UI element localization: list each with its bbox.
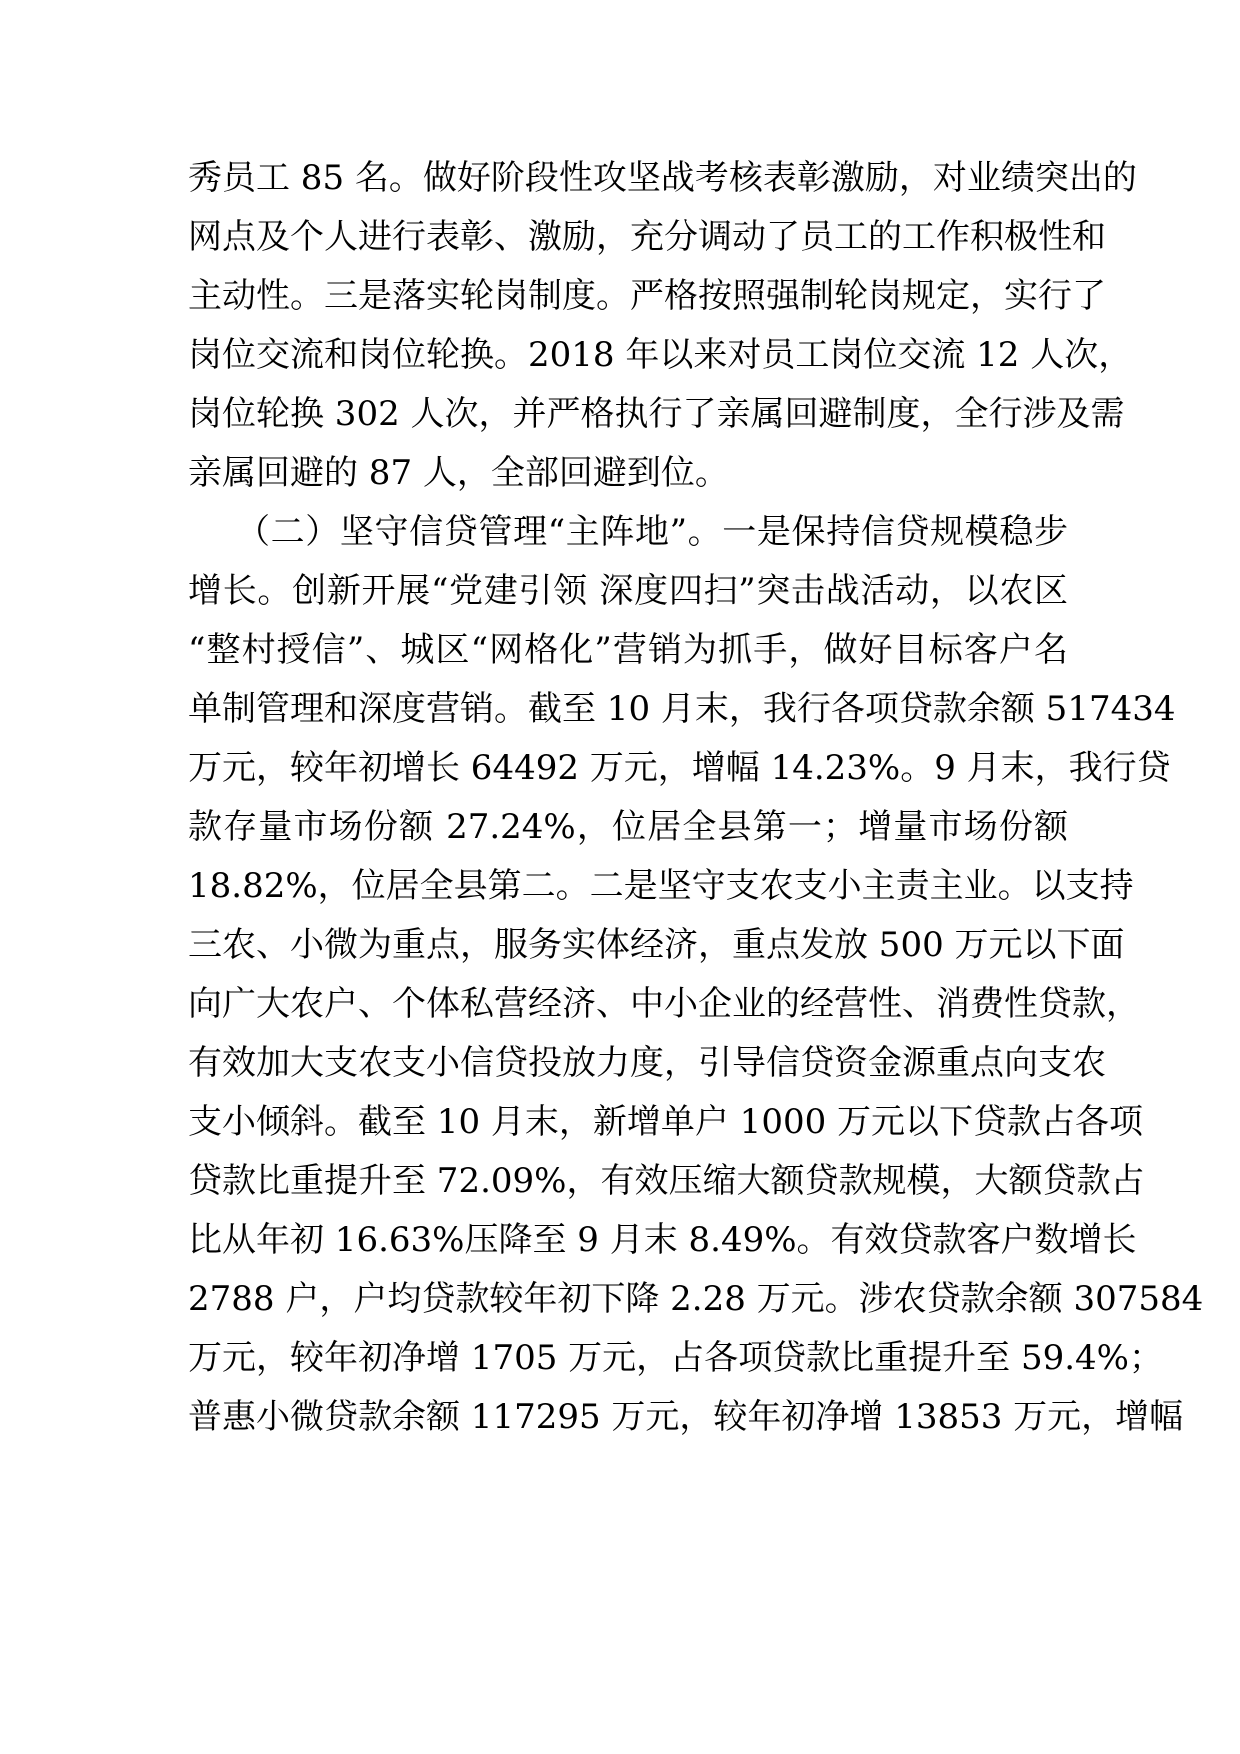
body-text-line: 万元，较年初增长 64492 万元，增幅 14.23%。9 月末，我行贷 [188, 748, 1171, 788]
section-heading-line: （二）坚守信贷管理“主阵地”。一是保持信贷规模稳步 [236, 512, 1068, 552]
body-text-line: 2788 户，户均贷款较年初下降 2.28 万元。涉农贷款余额 307584 [188, 1279, 1204, 1319]
body-text-line: 贷款比重提升至 72.09%，有效压缩大额贷款规模，大额贷款占 [188, 1161, 1145, 1201]
body-text-line: 秀员工 85 名。做好阶段性攻坚战考核表彰激励，对业绩突出的 [188, 158, 1137, 198]
body-text-line: 比从年初 16.63%压降至 9 月末 8.49%。有效贷款客户数增长 [188, 1220, 1137, 1260]
body-text-line: 增长。创新开展“党建引领 深度四扫”突击战活动，以农区 [188, 571, 1068, 611]
body-text-line: 亲属回避的 87 人，全部回避到位。 [188, 453, 729, 493]
body-text-line: 岗位交流和岗位轮换。2018 年以来对员工岗位交流 12 人次， [188, 335, 1133, 375]
body-text-line: 18.82%，位居全县第二。二是坚守支农支小主责主业。以支持 [188, 866, 1134, 906]
body-text-line: 向广大农户、个体私营经济、中小企业的经营性、消费性贷款， [188, 984, 1140, 1024]
body-text-line: 单制管理和深度营销。截至 10 月末，我行各项贷款余额 517434 [188, 689, 1176, 729]
body-text-line: 网点及个人进行表彰、激励，充分调动了员工的工作积极性和 [188, 217, 1106, 257]
body-text-line: 三农、小微为重点，服务实体经济，重点发放 500 万元以下面 [188, 925, 1125, 965]
body-text-line: 万元，较年初净增 1705 万元，占各项贷款比重提升至 59.4%； [188, 1338, 1163, 1378]
body-text-line: 主动性。三是落实轮岗制度。严格按照强制轮岗规定，实行了 [188, 276, 1106, 316]
body-text-line: “整村授信”、城区“网格化”营销为抓手，做好目标客户名 [188, 630, 1068, 670]
body-text-line: 普惠小微贷款余额 117295 万元，较年初净增 13853 万元，增幅 [188, 1397, 1184, 1437]
body-text-line: 有效加大支农支小信贷投放力度，引导信贷资金源重点向支农 [188, 1043, 1106, 1083]
body-text-line: 岗位轮换 302 人次，并严格执行了亲属回避制度，全行涉及需 [188, 394, 1125, 434]
body-text-line: 支小倾斜。截至 10 月末，新增单户 1000 万元以下贷款占各项 [188, 1102, 1144, 1142]
body-text-line: 款存量市场份额 27.24%，位居全县第一；增量市场份额 [188, 807, 1068, 847]
